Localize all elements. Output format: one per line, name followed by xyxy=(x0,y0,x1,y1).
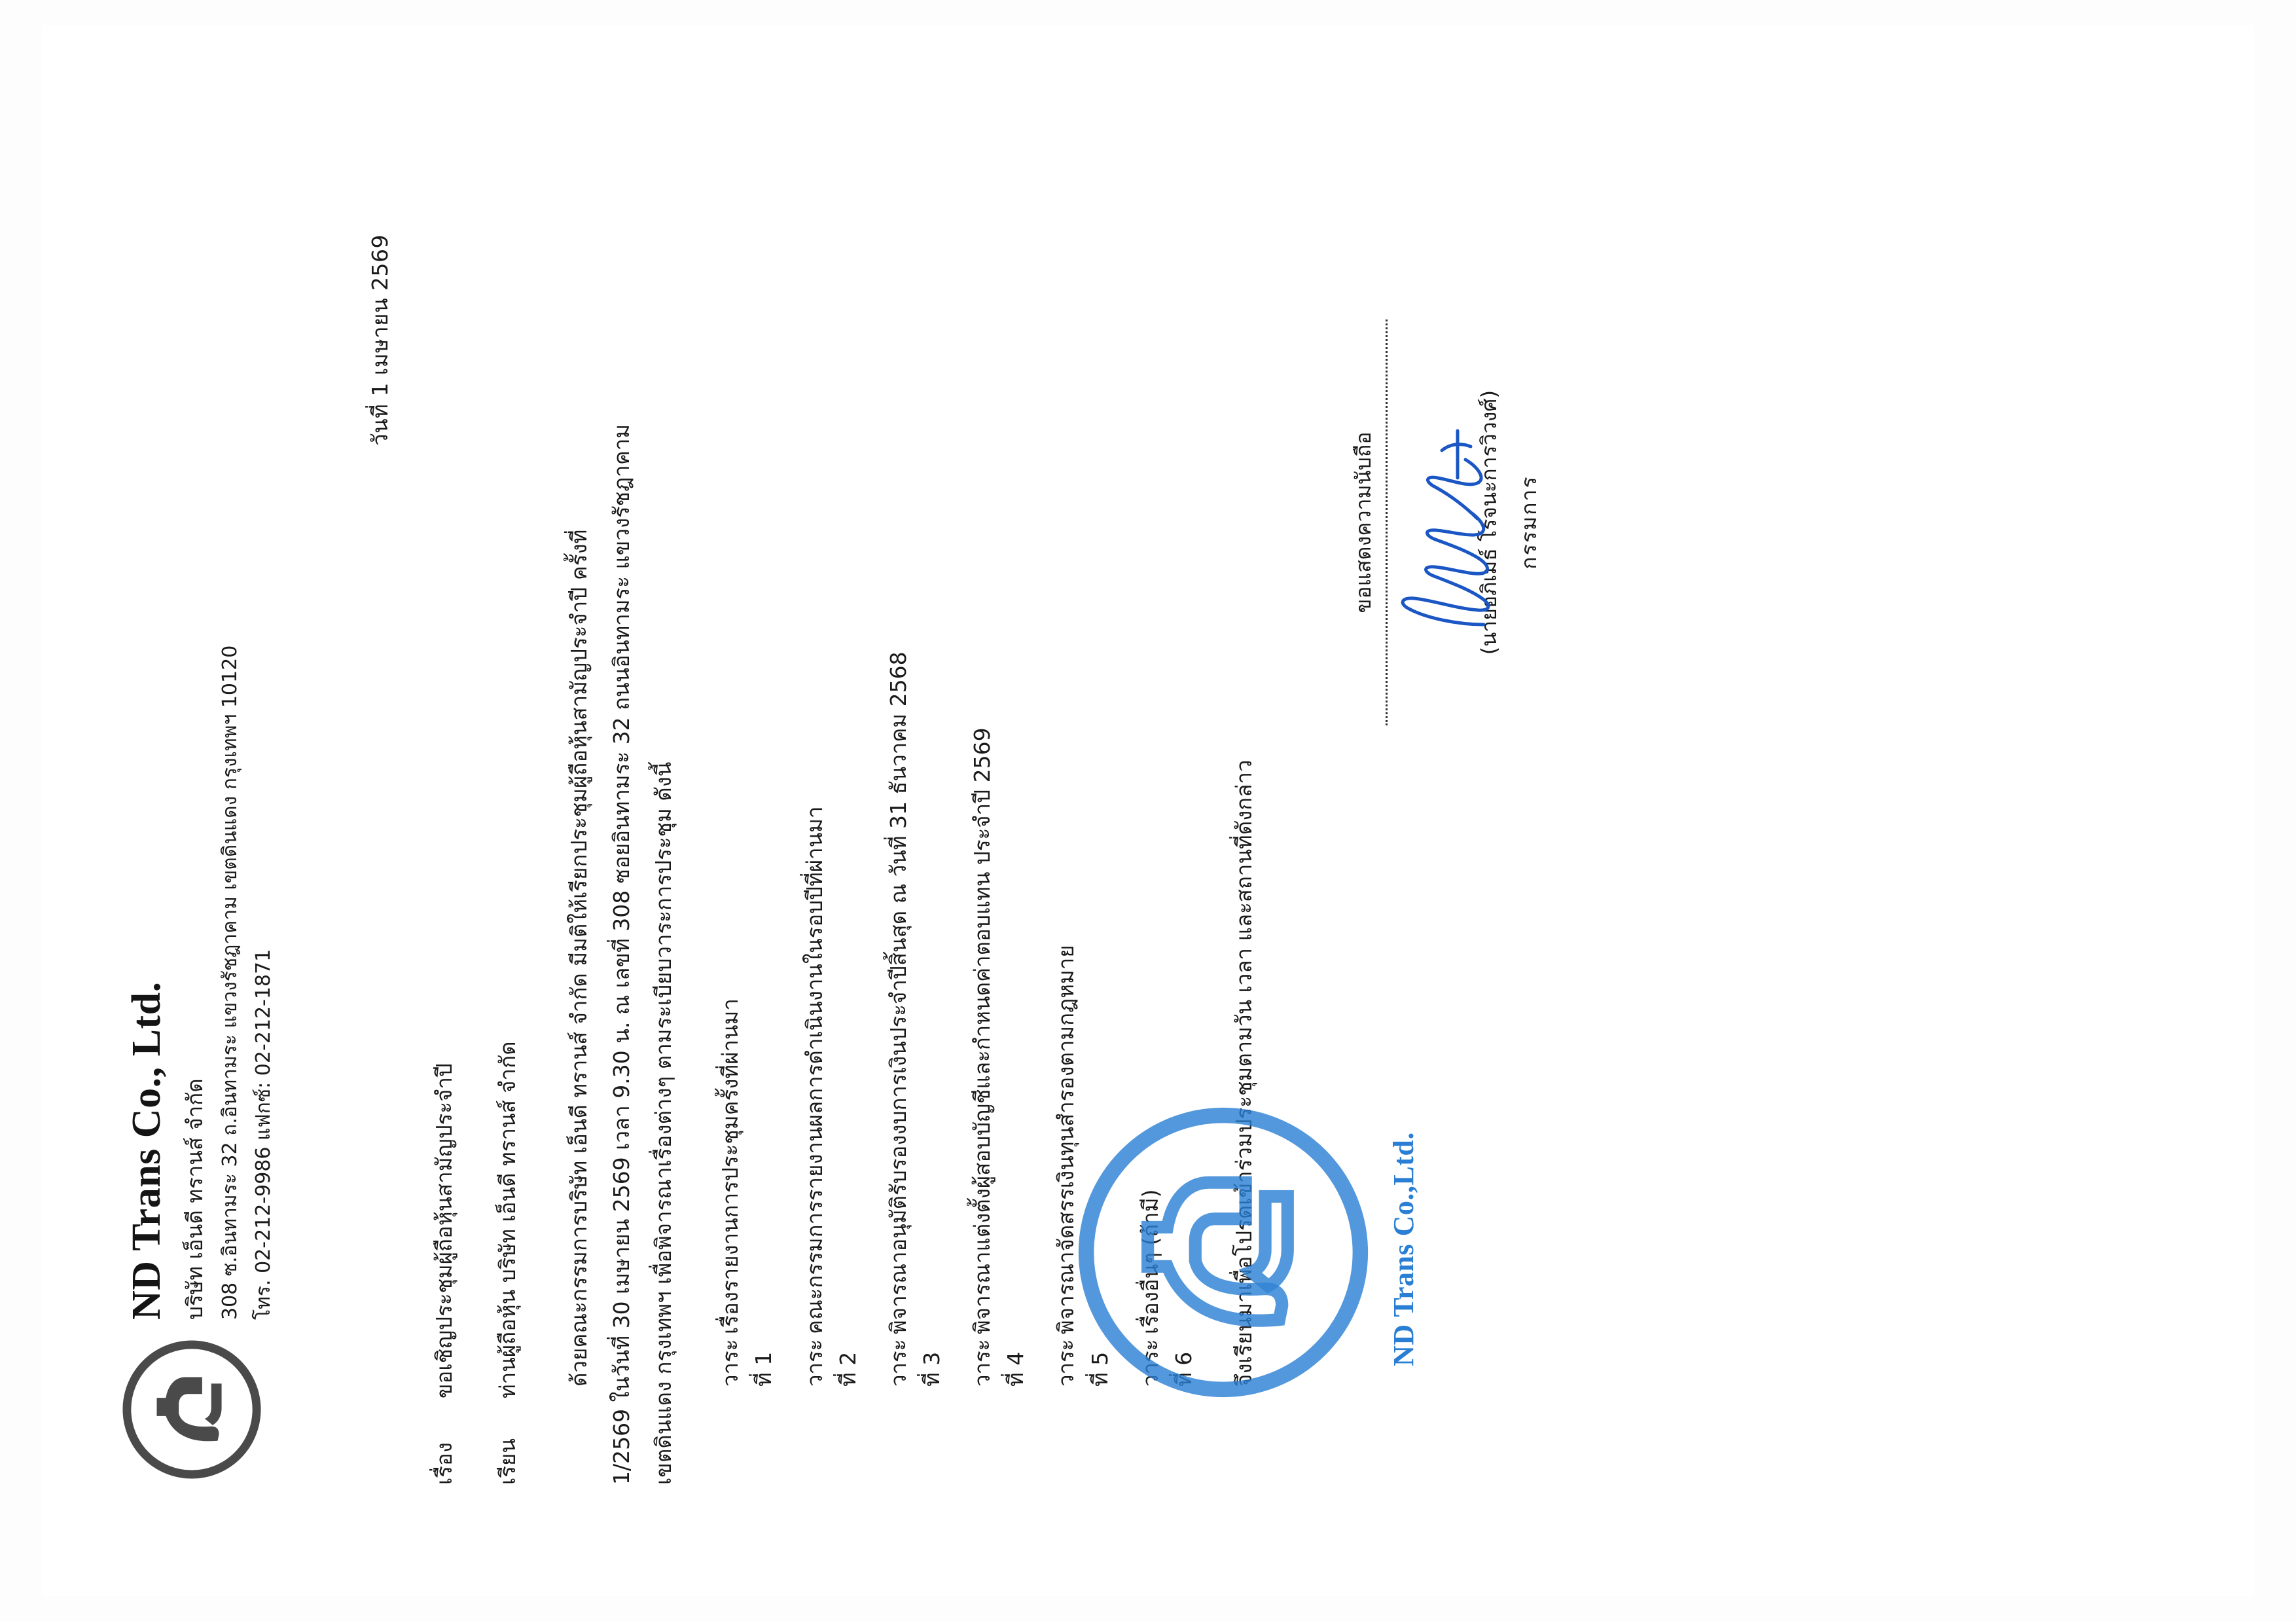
recipient-row xyxy=(491,123,524,1485)
signature-dotted-line xyxy=(1386,319,1388,725)
nd-trans-stamp-logo-icon xyxy=(1069,1099,1377,1406)
agenda-item xyxy=(965,123,1032,1485)
recipient-label: เรียน xyxy=(495,1438,521,1485)
agenda-item-number: วาระที่ 1 xyxy=(717,1339,777,1387)
agenda-item-text: พิจารณาอนุมัติรับรองงบการเงินประจำปีสิ้นสุด ณ วันที่ 31 ธันวาคม 2568 xyxy=(885,651,911,1334)
agenda-item-text: พิจารณาแต่งตั้งผู้สอบบัญชีและกำหนดค่าตอบแทน ประจำปี 2569 xyxy=(969,727,996,1334)
signature-block xyxy=(1344,123,1625,1485)
company-name-th: บริษัท เอ็นดี ทรานส์ จำกัด xyxy=(182,1078,208,1320)
agenda-item-number: วาระที่ 6 xyxy=(1137,1339,1196,1387)
signer-title: กรรมการ xyxy=(1516,475,1542,570)
letter-date: วันที่ 1 เมษายน 2569 xyxy=(367,234,393,446)
document-page xyxy=(42,25,2254,1596)
company-address: 308 ซ.อินทามระ 32 ถ.อินทามระ แขวงรัชฎาคาม เขตดินแดง กรุงเทพฯ 10120 xyxy=(218,645,242,1320)
company-telephone: โทร. 02-212-9986 แฟกซ์: 02-212-1871 xyxy=(251,949,275,1320)
agenda-item xyxy=(713,123,780,1485)
agenda-item xyxy=(798,123,865,1485)
subject-label: เรื่อง xyxy=(431,1442,457,1485)
letter-body xyxy=(42,25,2254,1596)
closing-paragraph: จึงเรียนมาเพื่อโปรดเข้าร่วมประชุมตามวัน เวลา และสถานที่ดังกล่าว xyxy=(1231,759,1257,1387)
company-info xyxy=(126,646,278,1320)
signature-ink-area xyxy=(1386,319,1469,725)
nd-trans-logo-icon xyxy=(120,1338,263,1481)
respect-line: ขอแสดงความนับถือ xyxy=(1350,431,1376,613)
agenda-item-text: พิจารณาจัดสรรเงินทุนสำรองตามกฎหมาย xyxy=(1053,945,1079,1334)
signer-name: (นายอภิเมธ์ โรจนะการวิวงศ์) xyxy=(1477,390,1502,655)
agenda-item-text: คณะกรรมการรายงานผลการดำเนินงานในรอบปีที่ผ่านมา xyxy=(801,806,827,1334)
body-paragraph xyxy=(558,123,685,1485)
agenda-item-number: วาระที่ 3 xyxy=(885,1339,945,1387)
agenda-item-number: วาระที่ 5 xyxy=(1053,1339,1113,1387)
recipient-value: ท่านผู้ถือหุ้น บริษัท เอ็นดี ทรานส์ จำกัด xyxy=(495,1041,521,1398)
body-line-1: ด้วยคณะกรรมการบริษัท เอ็นดี ทรานส์ จำกัด มีมติให้เรียกประชุมผู้ถือหุ้นสามัญประจำปี ครั้งที่ xyxy=(566,529,592,1387)
letterhead xyxy=(120,123,336,1485)
agenda-item-text: เรื่องอื่นๆ (ถ้ามี) xyxy=(1137,1189,1163,1334)
stamp-caption: ND Trans Co.,Ltd. xyxy=(1388,1132,1420,1366)
agenda-item xyxy=(882,123,948,1485)
body-line-2: 1/2569 ในวันที่ 30 เมษายน 2569 เวลา 9.30 น. ณ เลขที่ 308 ซอยอินทามระ 32 ถนนอินทามระ แขวงรัชฎาคาม xyxy=(608,424,634,1485)
signature-inner xyxy=(1344,319,1549,725)
subject-value: ขอเชิญประชุมผู้ถือหุ้นสามัญประจำปี xyxy=(431,1063,457,1398)
body-line-3: เขตดินแดง กรุงเทพฯ เพื่อพิจารณาเรื่องต่างๆ ตามระเบียบวาระการประชุม ดังนี้ xyxy=(650,761,676,1485)
company-name-en: ND Trans Co., Ltd. xyxy=(124,981,169,1320)
agenda-item-text: เรื่องรายงานการประชุมครั้งที่ผ่านมา xyxy=(717,998,744,1334)
agenda-item-number: วาระที่ 4 xyxy=(969,1339,1029,1387)
subject-row xyxy=(427,123,461,1485)
agenda-item-number: วาระที่ 2 xyxy=(801,1339,861,1387)
